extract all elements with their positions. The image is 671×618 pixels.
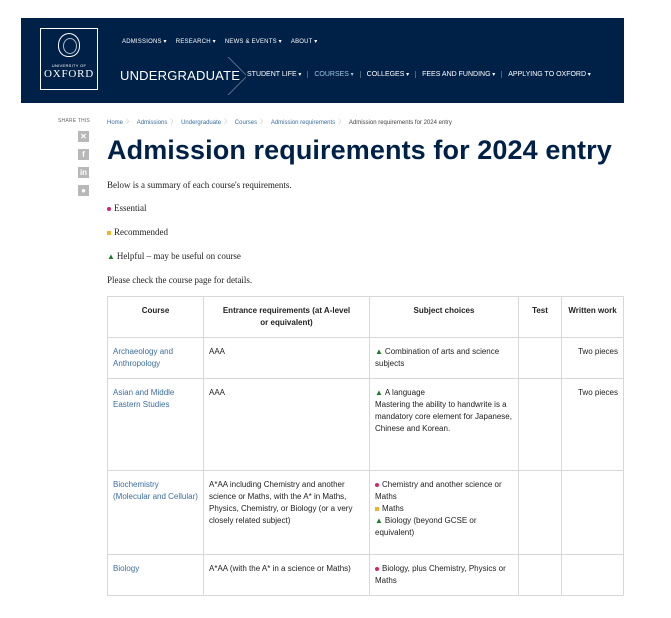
site-title[interactable]: UNDERGRADUATE — [120, 68, 241, 83]
recommended-square-icon — [375, 507, 379, 511]
crest-icon — [58, 33, 80, 57]
logo-subtitle: UNIVERSITY OF — [51, 63, 87, 68]
linkedin-icon[interactable]: in — [79, 168, 88, 177]
entrance-cell: A*AA (with the A* in a science or Maths) — [204, 555, 370, 596]
nav-courses[interactable]: COURSES ▾ — [307, 71, 359, 78]
header-entrance: Entrance requirements (at A-level or equivalent) — [204, 297, 370, 338]
legend-essential: Essential — [107, 203, 147, 213]
top-nav-admissions[interactable]: ADMISSIONS ▾ — [122, 38, 167, 45]
x-icon[interactable]: ✕ — [78, 131, 89, 142]
oxford-logo[interactable] — [40, 28, 98, 90]
breadcrumb: Home 〉 Admissions 〉 Undergraduate 〉 Courses 〉 Admission requirements 〉 Admission requirements for 2024 entry — [107, 120, 452, 126]
crumb-current: Admission requirements for 2024 entry — [348, 120, 452, 126]
subjects-cell: Chemistry and another science or Maths Maths ▲ Biology (beyond GCSE or equivalent) — [370, 471, 519, 555]
helpful-triangle-icon: ▲ — [375, 516, 383, 525]
helpful-triangle-icon: ▲ — [375, 388, 383, 397]
nav-colleges[interactable]: COLLEGES ▾ — [360, 71, 415, 78]
test-cell — [519, 379, 562, 471]
table-row — [108, 471, 624, 555]
helpful-triangle-icon: ▲ — [107, 252, 115, 261]
page-title: Admission requirements for 2024 entry — [107, 135, 612, 165]
course-link[interactable]: Archaeology and Anthropology — [108, 338, 204, 379]
test-cell — [519, 338, 562, 379]
logo-title: OXFORD — [43, 68, 95, 80]
written-cell: Two pieces — [562, 379, 624, 471]
top-nav-about[interactable]: ABOUT ▾ — [291, 38, 318, 45]
reddit-icon[interactable]: ● — [78, 185, 89, 196]
course-link[interactable]: Asian and Middle Eastern Studies — [108, 379, 204, 471]
header-course: Course — [108, 297, 204, 338]
crumb-courses[interactable]: Courses — [234, 120, 258, 126]
nav-fees-funding[interactable]: FEES AND FUNDING ▾ — [415, 71, 501, 78]
share-label: SHARE THIS — [58, 118, 90, 124]
written-cell: Two pieces — [562, 338, 624, 379]
top-nav-research[interactable]: RESEARCH ▾ — [176, 38, 216, 45]
nav-applying[interactable]: APPLYING TO OXFORD ▾ — [501, 71, 596, 78]
recommended-square-icon — [107, 231, 111, 235]
test-cell — [519, 471, 562, 555]
essential-dot-icon — [375, 483, 379, 487]
site-header — [21, 18, 624, 103]
top-nav — [122, 38, 318, 45]
course-link[interactable]: Biology — [108, 555, 204, 596]
essential-dot-icon — [107, 207, 111, 211]
header-subjects: Subject choices — [370, 297, 519, 338]
subjects-cell: ▲ Combination of arts and science subjects — [370, 338, 519, 379]
subjects-cell: Biology, plus Chemistry, Physics or Maths — [370, 555, 519, 596]
entrance-cell: A*AA including Chemistry and another science or Maths, with the A* in Maths, Physics, Chemistry, or Biology (or a very closely related subject) — [204, 471, 370, 555]
main-nav — [247, 71, 624, 78]
entrance-cell: AAA — [204, 338, 370, 379]
written-cell — [562, 555, 624, 596]
crumb-admissions[interactable]: Admissions — [136, 120, 168, 126]
crumb-admission-requirements[interactable]: Admission requirements — [270, 120, 336, 126]
table-header-row — [108, 297, 624, 338]
legend-helpful: ▲ Helpful – may be useful on course — [107, 251, 241, 261]
entrance-cell: AAA — [204, 379, 370, 471]
table-row — [108, 379, 624, 471]
facebook-icon[interactable]: f — [78, 149, 89, 160]
chevron-divider-icon — [226, 57, 246, 95]
requirements-table — [107, 296, 624, 596]
course-link[interactable]: Biochemistry (Molecular and Cellular) — [108, 471, 204, 555]
essential-dot-icon — [375, 567, 379, 571]
nav-student-life[interactable]: STUDENT LIFE ▾ — [247, 71, 307, 78]
header-test: Test — [519, 297, 562, 338]
top-nav-news-events[interactable]: NEWS & EVENTS ▾ — [225, 38, 282, 45]
table-row — [108, 555, 624, 596]
note-text: Please check the course page for details. — [107, 275, 253, 285]
test-cell — [519, 555, 562, 596]
crumb-home[interactable]: Home — [107, 120, 124, 126]
subjects-cell: ▲ A language Mastering the ability to handwrite is a mandatory core element for Japanese, Chinese and Korean. — [370, 379, 519, 471]
helpful-triangle-icon: ▲ — [375, 347, 383, 356]
intro-text: Below is a summary of each course's requirements. — [107, 180, 292, 190]
legend-recommended: Recommended — [107, 227, 168, 237]
written-cell — [562, 471, 624, 555]
header-written: Written work — [562, 297, 624, 338]
crumb-undergraduate[interactable]: Undergraduate — [181, 120, 222, 126]
table-row — [108, 338, 624, 379]
